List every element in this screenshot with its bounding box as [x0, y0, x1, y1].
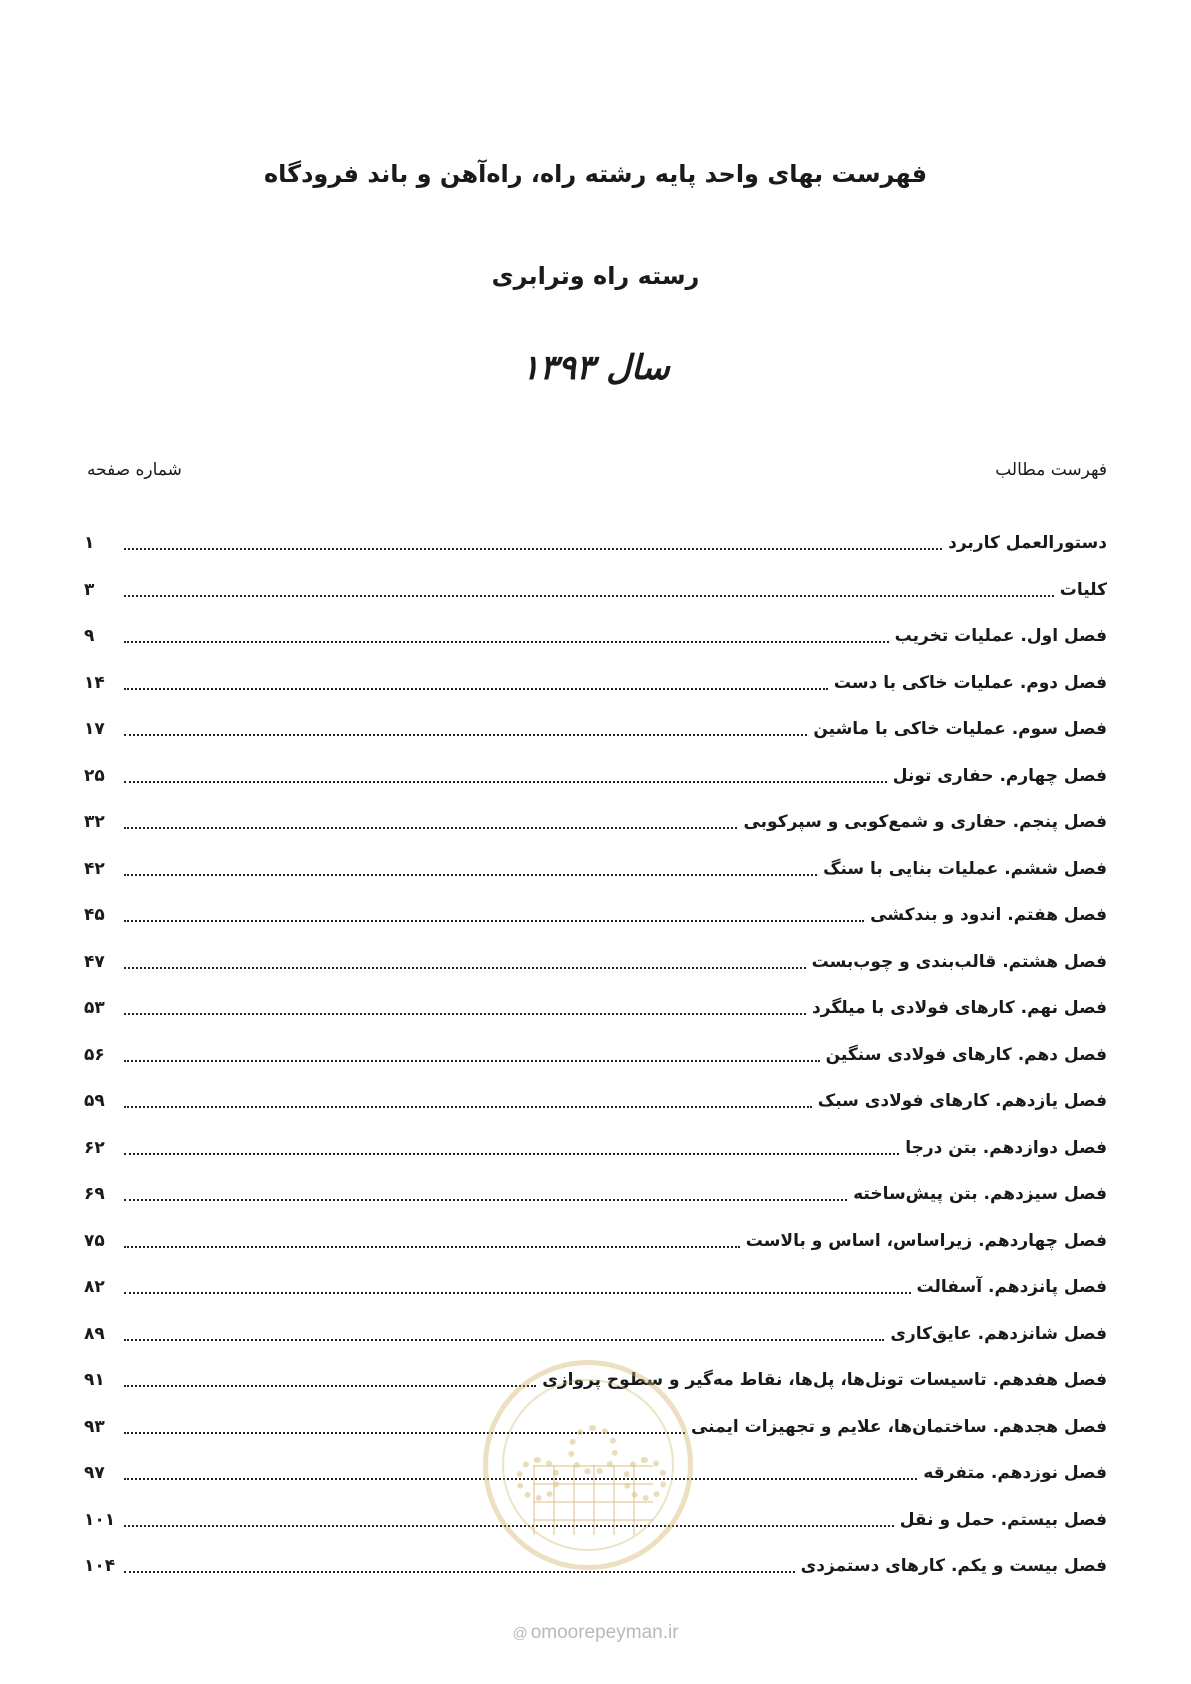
- toc-entry-title: فصل بیستم. حمل و نقل: [899, 1509, 1107, 1530]
- toc-entry-title: فصل بیست و یکم. کارهای دستمزدی: [800, 1556, 1107, 1577]
- toc-entry-title: فصل یازدهم. کارهای فولادی سبک: [817, 1091, 1107, 1112]
- dot-leader: [124, 583, 1054, 597]
- dot-leader: [124, 1187, 847, 1201]
- dot-leader: [124, 1234, 740, 1248]
- dot-leader: [124, 1141, 899, 1155]
- dot-leader: [124, 1373, 536, 1387]
- at-icon: @: [512, 1625, 528, 1642]
- dot-leader: [124, 815, 737, 829]
- toc-entry-page: ۶۹: [84, 1184, 105, 1205]
- toc-heading-contents: فهرست مطالب: [995, 460, 1107, 480]
- toc-entry-title: فصل پنجم. حفاری و شمع‌کوبی و سپرکوبی: [743, 812, 1107, 833]
- toc-entry-page: ۹۷: [84, 1463, 105, 1484]
- toc-entry: [84, 706, 1107, 753]
- dot-leader: [124, 1280, 911, 1294]
- toc-entry-page: ۸۲: [84, 1277, 105, 1298]
- toc-entry-title: فصل سیزدهم. بتن پیش‌ساخته: [853, 1184, 1107, 1205]
- toc-entry-title: فصل هشتم. قالب‌بندی و چوب‌بست: [811, 951, 1107, 972]
- toc-entry: [84, 1264, 1107, 1311]
- toc-entry: [84, 567, 1107, 614]
- dot-leader: [124, 629, 889, 643]
- watermark-url-text: omoorepeyman.ir: [530, 1622, 679, 1643]
- dot-leader: [124, 955, 806, 969]
- toc-entry-title: فصل چهاردهم. زیراساس، اساس و بالاست: [745, 1230, 1107, 1251]
- toc-entry-page: ۴۲: [84, 858, 105, 879]
- toc-entry-title: فصل نوزدهم. متفرقه: [923, 1463, 1107, 1484]
- toc-entry-title: فصل سوم. عملیات خاکی با ماشین: [813, 719, 1107, 740]
- toc-entry: [84, 1311, 1107, 1358]
- toc-entry-page: ۳۲: [84, 812, 105, 833]
- toc-entry: [84, 660, 1107, 707]
- toc-entry-title: فصل اول. عملیات تخریب: [894, 626, 1107, 647]
- toc-entry-page: ۹۳: [84, 1416, 105, 1437]
- toc-entry-title: فصل هفتم. اندود و بندکشی: [870, 905, 1107, 926]
- toc-entry: [84, 520, 1107, 567]
- dot-leader: [124, 536, 942, 550]
- toc-entry-page: ۱۰۱: [84, 1509, 116, 1530]
- toc-entry: [84, 1171, 1107, 1218]
- toc-entry-page: ۵۳: [84, 998, 105, 1019]
- document-subtitle: رسته راه وترابری: [491, 262, 700, 290]
- toc-entry-title: دستورالعمل کاربرد: [948, 533, 1107, 554]
- toc-entry: [84, 985, 1107, 1032]
- toc-entry: [84, 799, 1107, 846]
- stamp-seal-icon: [483, 1360, 693, 1570]
- dot-leader: [124, 722, 807, 736]
- dot-leader: [124, 1327, 884, 1341]
- toc-entry-title: فصل پانزدهم. آسفالت: [916, 1277, 1107, 1298]
- toc-entry-page: ۳: [84, 579, 95, 600]
- toc-entry-title: فصل نهم. کارهای فولادی با میلگرد: [812, 998, 1107, 1019]
- toc-entry-page: ۱۷: [84, 719, 105, 740]
- watermark-url: [0, 1622, 1191, 1644]
- toc-entry-title: فصل ششم. عملیات بنایی با سنگ: [823, 858, 1107, 879]
- toc-entry: [84, 939, 1107, 986]
- toc-entry: [84, 1032, 1107, 1079]
- toc-entry-page: ۱۴: [84, 672, 105, 693]
- toc-entry: [84, 753, 1107, 800]
- toc-entry: [84, 892, 1107, 939]
- toc-entry-title: فصل هفدهم. تاسیسات تونل‌ها، پل‌ها، نقاط مه‌گیر و سطوح پروازی: [542, 1370, 1107, 1391]
- dot-leader: [124, 769, 887, 783]
- toc-entry-title: فصل دوم. عملیات خاکی با دست: [833, 672, 1107, 693]
- toc-entry-page: ۱۰۴: [84, 1556, 116, 1577]
- document-title: فهرست بهای واحد پایه رشته راه، راه‌آهن و باند فرودگاه: [263, 160, 928, 188]
- toc-entry-page: ۶۲: [84, 1137, 105, 1158]
- toc-entry-page: ۸۹: [84, 1323, 105, 1344]
- toc-entry-title: کلیات: [1059, 579, 1107, 600]
- toc-entry-page: ۲۵: [84, 765, 105, 786]
- document-year: سال ۱۳۹۳: [521, 348, 670, 388]
- dot-leader: [124, 1559, 795, 1573]
- toc-entry-title: فصل چهارم. حفاری تونل: [892, 765, 1107, 786]
- toc-heading-page-number: شماره صفحه: [87, 460, 182, 480]
- toc-entry-title: فصل هجدهم. ساختمان‌ها، علایم و تجهیزات ایمنی: [690, 1416, 1107, 1437]
- toc-entry-page: ۴۵: [84, 905, 105, 926]
- dot-leader: [124, 1048, 820, 1062]
- toc-entry-page: ۱: [84, 533, 95, 554]
- dot-leader: [124, 908, 864, 922]
- toc-entry-title: فصل دوازدهم. بتن درجا: [905, 1137, 1107, 1158]
- dot-leader: [124, 1001, 806, 1015]
- toc-entry: [84, 1125, 1107, 1172]
- toc-entry-page: ۵۶: [84, 1044, 105, 1065]
- dot-leader: [124, 1094, 812, 1108]
- toc-entry-page: ۴۷: [84, 951, 105, 972]
- toc-entry: [84, 846, 1107, 893]
- toc-entry: [84, 613, 1107, 660]
- toc-entry-page: ۵۹: [84, 1091, 105, 1112]
- toc-entry-page: ۹: [84, 626, 95, 647]
- toc-entry: [84, 1218, 1107, 1265]
- toc-entry: [84, 1078, 1107, 1125]
- toc-entry-title: فصل دهم. کارهای فولادی سنگین: [825, 1044, 1107, 1065]
- toc-entry-page: ۷۵: [84, 1230, 105, 1251]
- toc-entry-title: فصل شانزدهم. عایق‌کاری: [890, 1323, 1107, 1344]
- dot-leader: [124, 676, 828, 690]
- dot-leader: [124, 862, 817, 876]
- toc-entry-page: ۹۱: [84, 1370, 105, 1391]
